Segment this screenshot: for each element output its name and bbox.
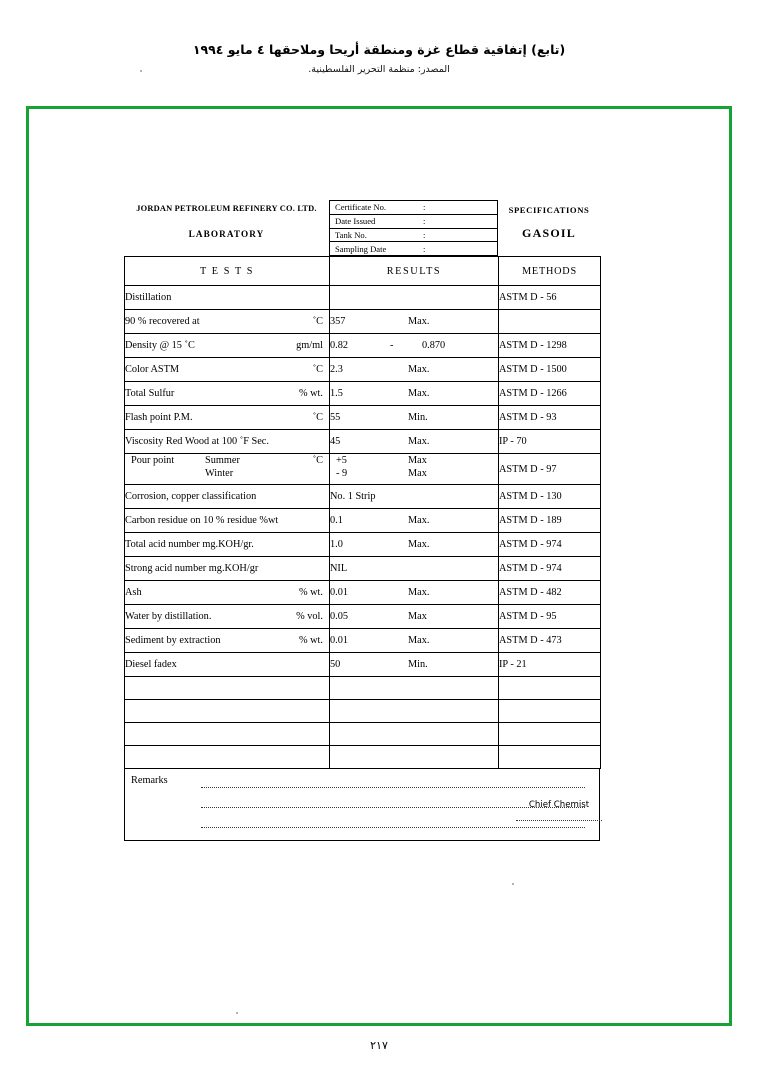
result-value: NIL (330, 563, 348, 574)
empty-cell (330, 746, 499, 769)
method-name: IP - 70 (499, 430, 601, 454)
test-name: Carbon residue on 10 % residue %wt (125, 515, 279, 526)
empty-cell (330, 677, 499, 700)
test-name: Ash (125, 587, 142, 598)
test-name: 90 % recovered at (125, 316, 200, 327)
result-qualifier-summer: Max (408, 455, 427, 466)
test-sub-summer: Summer (205, 455, 240, 466)
test-unit: gm/ml (296, 340, 323, 351)
table-row (125, 557, 601, 581)
table-row (125, 334, 601, 358)
table-row (125, 286, 601, 310)
result-qualifier: Max. (408, 388, 430, 399)
test-unit: % wt. (298, 388, 323, 399)
test-name: Color ASTM (125, 364, 180, 375)
remarks-label: Remarks (131, 775, 168, 786)
table-row (125, 629, 601, 653)
empty-cell (125, 746, 330, 769)
test-unit: ˚C (312, 455, 323, 466)
empty-cell (499, 677, 601, 700)
table-row-empty (125, 700, 601, 723)
result-value: 55 (330, 412, 341, 423)
result-value: 50 (330, 659, 341, 670)
test-sub-winter: Winter (205, 468, 234, 479)
test-unit: % wt. (298, 587, 323, 598)
specifications-label: SPECIFICATIONS (508, 205, 590, 215)
test-name: Diesel fadex (125, 659, 177, 670)
result-value: 0.01 (330, 587, 349, 598)
empty-cell (499, 746, 601, 769)
empty-cell (330, 723, 499, 746)
method-name: ASTM D - 482 (499, 581, 601, 605)
field-date-issued-colon: : (423, 216, 426, 227)
result-range-dash: - (390, 340, 394, 351)
field-tank-no-colon: : (423, 229, 426, 240)
page-header (0, 42, 758, 75)
test-unit: ˚C (312, 316, 323, 327)
test-name: Density @ 15 ˚C (125, 340, 195, 351)
signature-line (516, 820, 602, 821)
test-name: Viscosity Red Wood at 100 ˚F Sec. (125, 436, 269, 447)
scan-artifact (236, 1012, 238, 1014)
result-qualifier: Max. (408, 316, 430, 327)
certificate-product (498, 200, 600, 256)
page-number: ٢١٧ (370, 1039, 388, 1052)
remarks-line-1 (201, 787, 585, 788)
result-qualifier: Max. (408, 515, 430, 526)
table-row (125, 406, 601, 430)
method-name: ASTM D - 56 (499, 286, 601, 310)
method-name: ASTM D - 1266 (499, 382, 601, 406)
field-tank-no (330, 229, 497, 243)
table-row (125, 358, 601, 382)
method-name: ASTM D - 189 (499, 509, 601, 533)
method-name (499, 310, 601, 334)
result-value-winter: - 9 (336, 468, 348, 479)
test-unit: ˚C (312, 364, 323, 375)
result-value: 357 (330, 316, 346, 327)
method-name: ASTM D - 130 (499, 485, 601, 509)
empty-cell (125, 700, 330, 723)
result-value: 0.1 (330, 515, 343, 526)
certificate-header (124, 200, 600, 256)
empty-cell (499, 700, 601, 723)
result-qualifier: Max. (408, 436, 430, 447)
scan-artifact (140, 70, 142, 72)
table-row (125, 430, 601, 454)
test-name: Flash point P.M. (125, 412, 193, 423)
result-value: 0.05 (330, 611, 349, 622)
table-row (125, 485, 601, 509)
empty-cell (125, 723, 330, 746)
test-name: Corrosion, copper classification (125, 491, 257, 502)
table-row (125, 382, 601, 406)
result-qualifier-winter: Max (408, 468, 427, 479)
test-name: Total acid number mg.KOH/gr. (125, 539, 254, 550)
result-value: 0.01 (330, 635, 349, 646)
empty-cell (499, 723, 601, 746)
test-unit: % wt. (298, 635, 323, 646)
table-row (125, 509, 601, 533)
specification-table (124, 256, 601, 769)
table-row-empty (125, 746, 601, 769)
specification-certificate (124, 200, 600, 841)
empty-cell (125, 677, 330, 700)
method-name: ASTM D - 93 (499, 406, 601, 430)
table-row-empty (125, 677, 601, 700)
scan-artifact (512, 883, 514, 885)
page-source-note: المصدر: منظمة التحرير الفلسطينية. (308, 64, 450, 75)
test-name: Sediment by extraction (125, 635, 221, 646)
company-name: JORDAN PETROLEUM REFINERY CO. LTD. (136, 204, 317, 213)
test-name: Distillation (125, 292, 172, 303)
table-row-empty (125, 723, 601, 746)
result-qualifier: Min. (408, 412, 428, 423)
column-header-tests: T E S T S (125, 257, 330, 286)
table-row (125, 605, 601, 629)
result-qualifier: Max. (408, 539, 430, 550)
field-date-issued-label: Date Issued (335, 216, 376, 227)
column-header-results: RESULTS (330, 257, 499, 286)
empty-cell (330, 700, 499, 723)
remarks-line-3 (201, 827, 585, 828)
signature-title: Chief Chemist (528, 800, 590, 810)
result-qualifier: Max. (408, 635, 430, 646)
test-unit: ˚C (312, 412, 323, 423)
table-row (125, 581, 601, 605)
result-qualifier: Max (408, 611, 427, 622)
result-value: 45 (330, 436, 341, 447)
method-name: ASTM D - 95 (499, 605, 601, 629)
certificate-issuer (124, 200, 329, 256)
field-certificate-no (330, 201, 497, 215)
laboratory-label: LABORATORY (188, 229, 265, 239)
test-name: Water by distillation. (125, 611, 212, 622)
result-value: 1.5 (330, 388, 343, 399)
page-title: (تابع) إتفاقية قطاع غزة ومنطقة أريحا وملاحقها ٤ مايو ١٩٩٤ (192, 42, 566, 57)
field-date-issued (330, 215, 497, 229)
result-value-summer: +5 (336, 455, 347, 466)
field-sampling-date-colon: : (423, 243, 426, 254)
table-header-row (125, 257, 601, 286)
test-name: Total Sulfur (125, 388, 175, 399)
field-sampling-date-label: Sampling Date (335, 243, 387, 254)
result-qualifier: Max. (408, 587, 430, 598)
method-name: ASTM D - 473 (499, 629, 601, 653)
column-header-methods: METHODS (499, 257, 601, 286)
method-name: ASTM D - 974 (499, 533, 601, 557)
result-qualifier: Min. (408, 659, 428, 670)
result-value: No. 1 Strip (330, 491, 376, 502)
test-name: Pour point (131, 455, 175, 466)
result-value: 1.0 (330, 539, 343, 550)
method-name: ASTM D - 97 (499, 454, 601, 485)
product-name: GASOIL (522, 226, 576, 240)
result-value: 0.82 (330, 340, 349, 351)
test-unit: % vol. (296, 611, 323, 622)
certificate-fields (329, 200, 498, 256)
test-name: Strong acid number mg.KOH/gr (125, 563, 259, 574)
field-certificate-no-label: Certificate No. (335, 202, 387, 213)
field-tank-no-label: Tank No. (335, 229, 367, 240)
field-certificate-no-colon: : (423, 202, 426, 213)
table-row (125, 533, 601, 557)
signature-block (494, 800, 624, 821)
method-name: ASTM D - 974 (499, 557, 601, 581)
field-sampling-date (330, 242, 497, 255)
result-value: 2.3 (330, 364, 343, 375)
table-row (125, 310, 601, 334)
method-name: IP - 21 (499, 653, 601, 677)
method-name: ASTM D - 1500 (499, 358, 601, 382)
result-qualifier: Max. (408, 364, 430, 375)
table-row (125, 454, 601, 485)
result-value-upper: 0.870 (422, 340, 446, 351)
table-row (125, 653, 601, 677)
method-name: ASTM D - 1298 (499, 334, 601, 358)
